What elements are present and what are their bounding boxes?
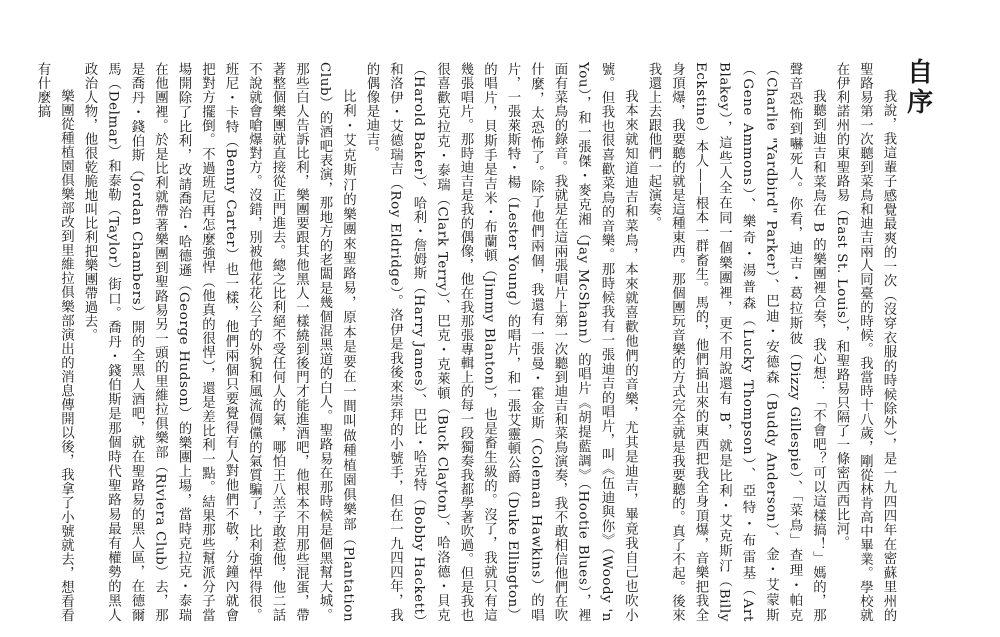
body-text (35, 62, 900, 622)
paragraph: 我說，我這輩子感覺最爽的一次（沒穿衣服的時候除外），是一九四四年在密蘇里州的聖路易第一次聽到菜鳥和迪吉兩人同臺的時候。我當時十八歲，剛從林肯高中畢業。學校就在伊利諾州的東聖路易（East St. Louis），和聖路易只隔了一條密西西比河。 (834, 62, 896, 622)
paragraph: 樂團從種植園俱樂部改到里維拉俱樂部演出的消息傳開以後，我拿了小號就去，想看看有什麼搞 (35, 62, 74, 622)
page-title: 自序 (902, 58, 933, 118)
paragraph: 比利・艾克斯汀的樂團來聖路易，原本是要在一間叫做種植園俱樂部（Plantation Club）的酒吧表演，那地方的老闆是幾個混黑道的白人。聖路易在那時候是個黑幫大城。那些白人告訴比利，樂團要跟其他黑人一樣繞到後門才能進酒吧，他根本不用那些混蛋，帶著整個樂團就直接從正門進去。總之比利絕不受任何人的氣，哪怕王八羔子敢惹他，他二話不說就會嗆爆對方。沒錯，別被他花花公子的外貌和風流倜儻的氣質騙了，比利強悍得很。班尼・卡特（Benny Carter）也一樣，他們兩個只要覺得有人對他們不敬，分鐘內就會把對方擺倒。不過班尼再怎麼強悍（他真的很悍），還是差比利一點。結果那些幫派分子當場開除了比利，改請喬治・哈德遜（George Hudson）的樂團上場，當時克拉克・泰瑞在他團裡。於是比利就帶著樂團到聖路易另一頭的里維拉俱樂部（Riviera Club）去，那是喬丹・錢伯斯（Jordan Chambers）開的全黑人酒吧，就在聖路易的黑人區，在德爾馬（Delmar）和泰勒（Taylor）街口。喬丹・錢伯斯是那個時代聖路易最有權勢的黑人政治人物，他很乾脆地叫比利把樂團帶過去。 (82, 62, 356, 622)
paragraph: 我聽到迪吉和菜鳥在 B 的樂團裡合奏，我心想：「不會吧？可以這樣搞！」媽的，那聲音恐怖到嚇死人。你看，迪吉・葛拉斯彼（Dizzy Gillespie）、「菜鳥」查理・帕克（Charlie "Yardbird" Parker）、巴迪・安德森（Buddy Anderson）、金・艾蒙斯（Gene Ammons）、樂奇・湯普森（Lucky Thompson）、亞特・布雷基（Art Blakey），這些人全在同一個樂團裡，更不用說還有 B，就是比利・艾克斯汀（Billy Eckstine）本人——根本一群畜生。馬的，他們搞出來的東西把我全身頂爆，音樂把我全身頂爆，我要聽的就是這種東西。那個團玩音樂的方式完全就是我要聽的。真了不起。後來我還上去跟他們一起演奏。 (646, 62, 826, 622)
paragraph: 我本來就知道迪吉和菜鳥，本來就喜歡他們的音樂，尤其是迪吉，畢竟我自己也吹小號。但我也很喜歡菜鳥的音樂。那時候我有一張迪吉的唱片，叫《伍迪與你》（Woody 'n You），和一張傑・麥克湘（Jay McShann）的唱片《胡提藍調》（Hootie Blues），裡面有菜鳥的錄音。我就是在這兩張唱片上第一次聽到迪吉和菜鳥演奏，我不敢相信他們在吹什麼，太恐怖了。除了他們兩個，我還有一張曼・霍金斯（Coleman Hawkins）的唱片，一張萊斯特・楊（Lester Young）的唱片，和一張艾靈頓公爵（Duke Ellington）的唱片，貝斯手是吉米・布蘭頓（Jimmy Blanton），也是畜生級的。沒了，我就只有這幾張唱片。那時迪吉是我的偶像，他在我那張專輯上的每一段獨奏我都學著吹過。但是我也很喜歡克拉克・泰瑞（Clark Terry）、巴克・克萊頓（Buck Clayton）、哈洛德・貝克（Harold Baker）、哈利・詹姆斯（Harry James）、巴比・哈克特（Bobby Hackett）和洛伊・艾德瑞吉（Roy Eldridge）。洛伊是我後來崇拜的小號手，但在一九四四年，我的偶像是迪吉。 (364, 62, 638, 622)
